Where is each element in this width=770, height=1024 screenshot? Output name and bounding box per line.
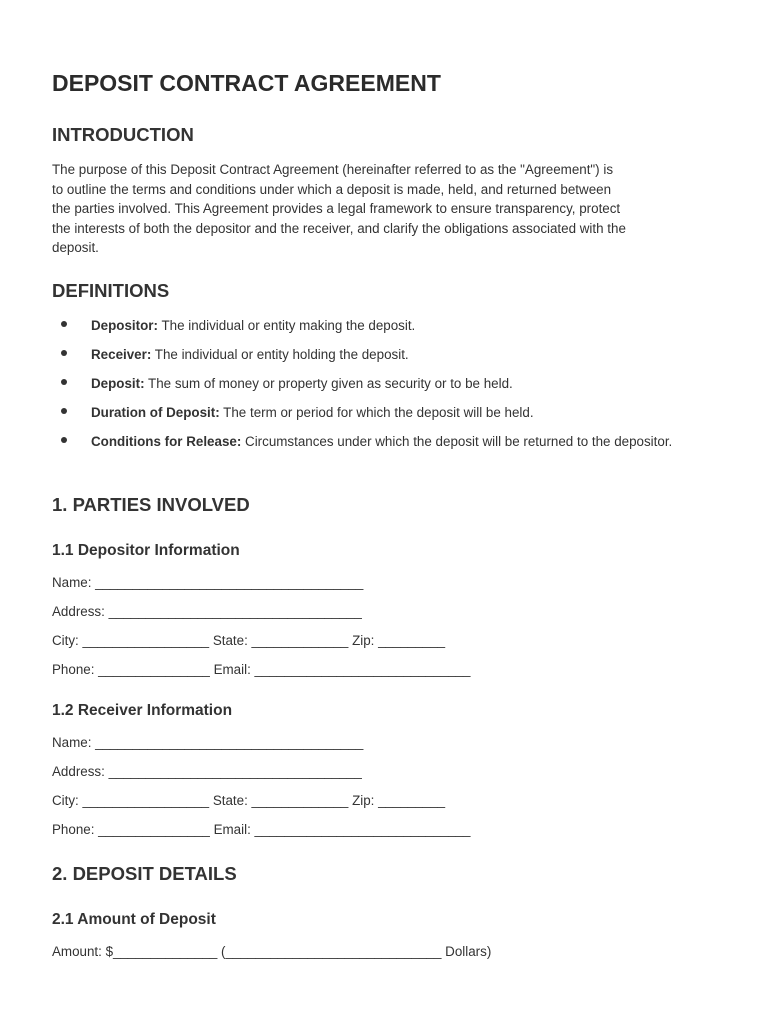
receiver-phone-email-field: Phone: _______________ Email: _____________________________ bbox=[52, 822, 471, 837]
definition-text: Circumstances under which the deposit will be returned to the depositor. bbox=[241, 433, 673, 449]
introduction-line: The purpose of this Deposit Contract Agreement (hereinafter referred to as the "Agreement") is bbox=[52, 162, 614, 177]
definition-item bbox=[52, 374, 732, 394]
receiver-name-field: Name: ____________________________________ bbox=[52, 735, 364, 750]
definition-item bbox=[52, 345, 732, 365]
deposit-amount-field: Amount: $______________ (_____________________________ Dollars) bbox=[52, 944, 492, 959]
introduction-line: deposit. bbox=[52, 240, 99, 256]
parties-heading: 1. PARTIES INVOLVED bbox=[52, 494, 250, 515]
definition-text: The sum of money or property given as security or to be held. bbox=[144, 375, 513, 391]
definition-text: The individual or entity holding the deposit. bbox=[151, 346, 409, 362]
deposit-details-heading: 2. DEPOSIT DETAILS bbox=[52, 863, 237, 884]
depositor-address-field: Address: __________________________________ bbox=[52, 604, 362, 619]
definition-item bbox=[52, 432, 731, 452]
bullet-icon bbox=[61, 321, 67, 327]
depositor-city-state-zip-field: City: _________________ State: _____________ Zip: _________ bbox=[52, 633, 446, 648]
definition-item bbox=[52, 316, 732, 336]
bullet-icon bbox=[61, 437, 67, 443]
introduction-heading: INTRODUCTION bbox=[52, 124, 194, 145]
introduction-line: the parties involved. This Agreement provides a legal framework to ensure transparency, protect bbox=[52, 201, 621, 217]
depositor-info-heading: 1.1 Depositor Information bbox=[52, 542, 240, 559]
definition-term: Receiver: bbox=[91, 346, 152, 362]
bullet-icon bbox=[61, 408, 67, 414]
bullet-icon bbox=[61, 350, 67, 356]
introduction-line: to outline the terms and conditions under which a deposit is made, held, and returned between bbox=[52, 181, 612, 197]
definitions-heading: DEFINITIONS bbox=[52, 280, 170, 301]
introduction-line: the interests of both the depositor and the receiver, and clarify the obligations associated with the bbox=[52, 220, 626, 236]
introduction-paragraph bbox=[52, 160, 722, 258]
definitions-list bbox=[52, 316, 732, 461]
definition-text: The term or period for which the deposit will be held. bbox=[219, 404, 534, 420]
amount-of-deposit-heading: 2.1 Amount of Deposit bbox=[52, 911, 216, 928]
definition-term: Conditions for Release: bbox=[91, 433, 242, 449]
definition-term: Deposit: bbox=[91, 375, 145, 391]
depositor-name-field: Name: ____________________________________ bbox=[52, 575, 364, 590]
depositor-phone-email-field: Phone: _______________ Email: _____________________________ bbox=[52, 662, 471, 677]
definition-item bbox=[52, 403, 732, 423]
receiver-info-heading: 1.2 Receiver Information bbox=[52, 702, 233, 719]
definition-text: The individual or entity making the deposit. bbox=[157, 318, 416, 333]
bullet-icon bbox=[61, 379, 67, 385]
receiver-city-state-zip-field: City: _________________ State: _____________ Zip: _________ bbox=[52, 793, 446, 808]
receiver-address-field: Address: __________________________________ bbox=[52, 764, 362, 779]
document-title: DEPOSIT CONTRACT AGREEMENT bbox=[52, 70, 441, 96]
definition-term: Depositor: bbox=[91, 318, 158, 333]
definition-term: Duration of Deposit: bbox=[91, 404, 220, 420]
